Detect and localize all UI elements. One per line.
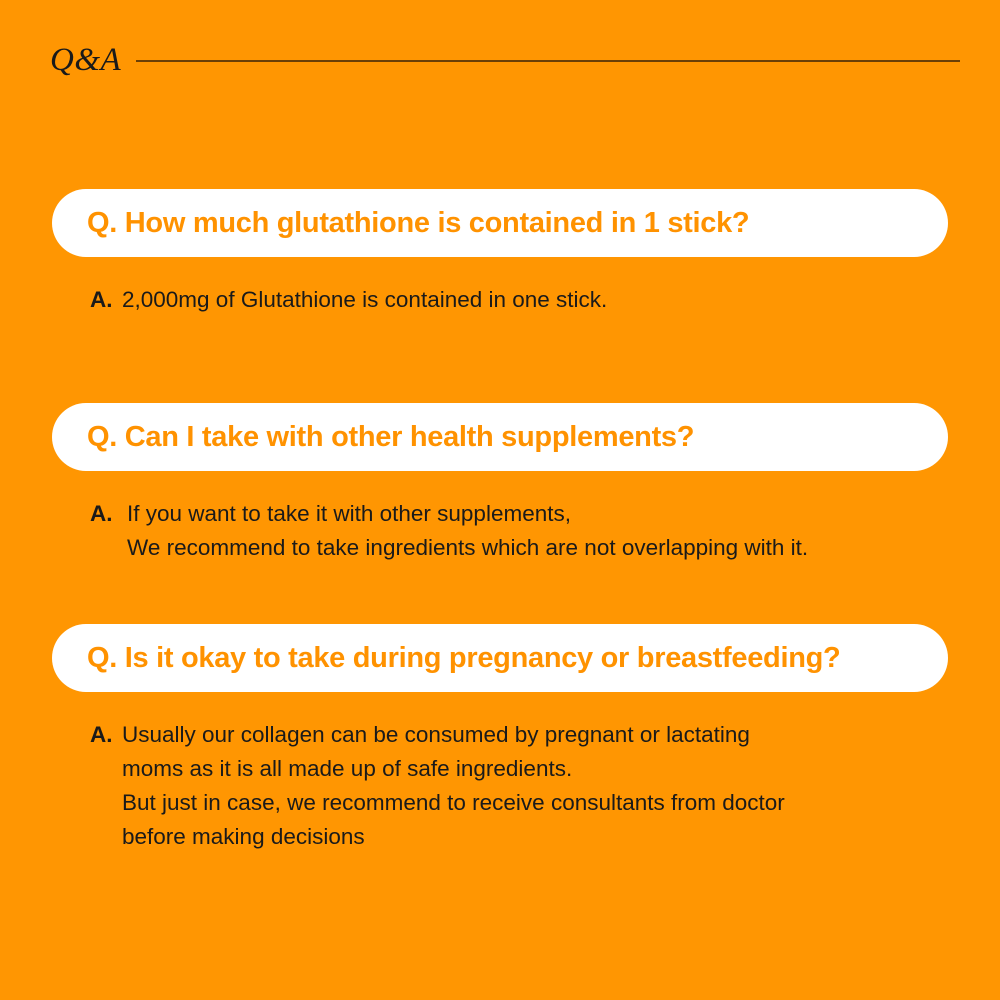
qa-item bbox=[52, 189, 948, 317]
qa-item bbox=[52, 403, 948, 565]
answer-line: moms as it is all made up of safe ingredients. bbox=[122, 756, 573, 781]
question-text: Q. Is it okay to take during pregnancy or breastfeeding? bbox=[87, 641, 841, 674]
question-pill bbox=[52, 624, 948, 692]
answer-block bbox=[90, 718, 948, 854]
answer-line: But just in case, we recommend to receive consultants from doctor bbox=[122, 790, 785, 815]
answer-line: Usually our collagen can be consumed by pregnant or lactating bbox=[122, 722, 750, 747]
answer-line: We recommend to take ingredients which are not overlapping with it. bbox=[127, 535, 809, 560]
qa-item bbox=[52, 624, 948, 854]
answer-line: 2,000mg of Glutathione is contained in one stick. bbox=[122, 287, 608, 312]
question-text: Q. Can I take with other health supplements? bbox=[87, 420, 695, 453]
question-pill bbox=[52, 403, 948, 471]
header-divider bbox=[136, 60, 960, 62]
answer-line: before making decisions bbox=[122, 824, 365, 849]
answer-prefix: A. bbox=[90, 501, 113, 526]
question-text: Q. How much glutathione is contained in 1 stick? bbox=[87, 206, 750, 239]
page-title: Q&A bbox=[50, 42, 122, 78]
answer-line: If you want to take it with other supplements, bbox=[127, 501, 571, 526]
page-header bbox=[50, 38, 960, 82]
answer-block bbox=[90, 497, 948, 565]
answer-prefix: A. bbox=[90, 722, 113, 747]
question-pill bbox=[52, 189, 948, 257]
answer-prefix: A. bbox=[90, 287, 113, 312]
answer-block bbox=[90, 283, 948, 317]
